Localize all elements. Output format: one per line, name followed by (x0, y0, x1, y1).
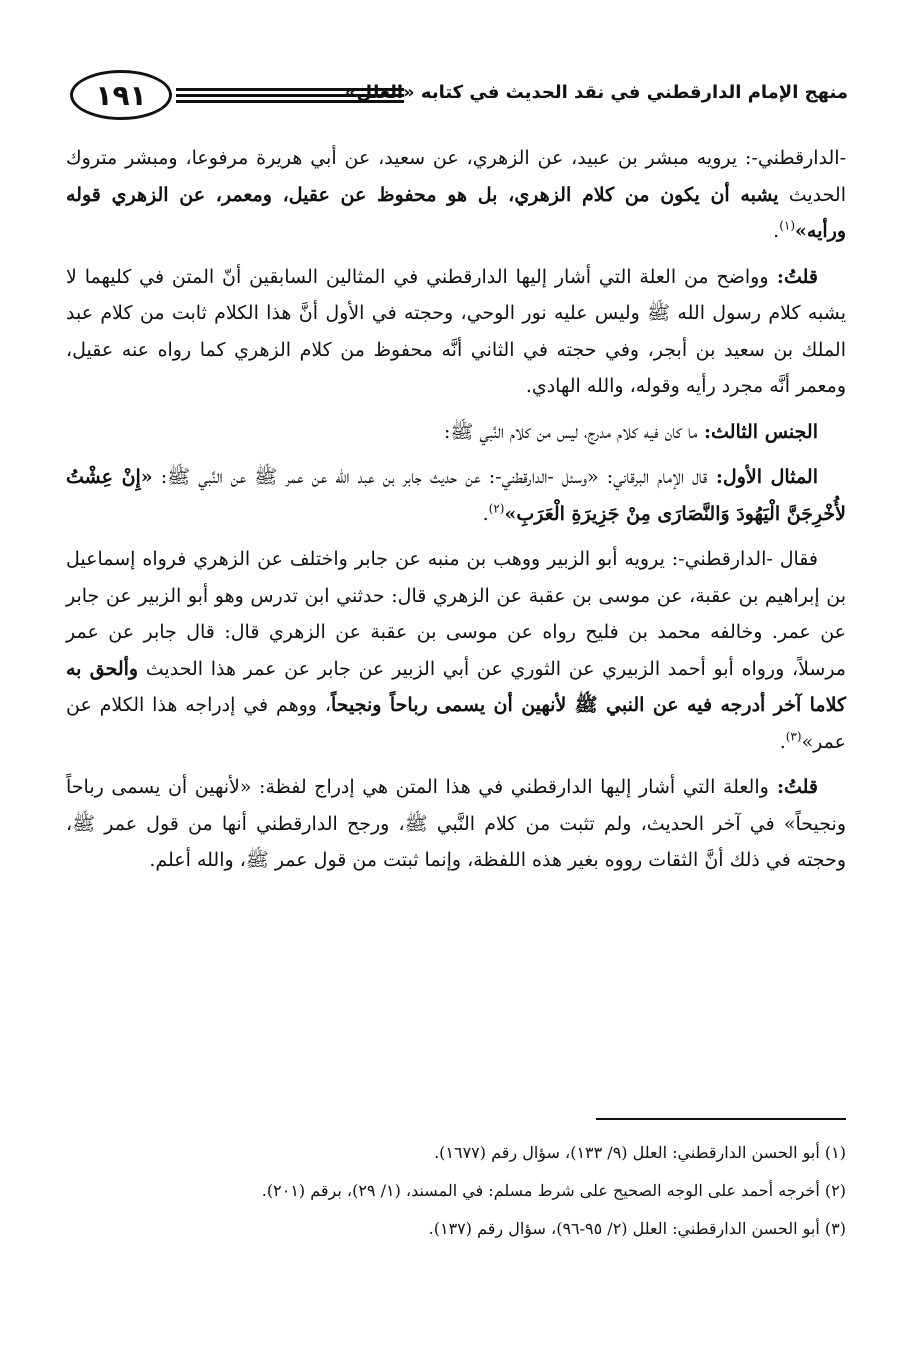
lead-word: قلتُ: (768, 265, 818, 288)
hadith-quote: «إِنْ عِشْتُ لأُخْرِجَنَّ الْيَهُودَ وَالنَّصَارَى مِنْ جَزِيرَةِ الْعَرَبِ» (66, 466, 846, 525)
footnote-ref-3: (٣) (785, 729, 802, 744)
text-run: . (773, 220, 780, 242)
paragraph-4 (66, 459, 846, 532)
text-run: ما كان فيه كلام مدرج، ليس من كلام النَّبي ﷺ: (443, 420, 698, 443)
text-run: قال الإمام البرقاني: «وسئل -الدارقطني-: عن حديث جابر بن عبد الله عن عمر ﷺ عن النَّبي ﷺ: (152, 466, 708, 488)
text-run: -الدارقطني-: يرويه مبشر بن عبيد، عن الزهري، عن سعيد، عن أبي هريرة مرفوعا، ومبشر متروك الحديث (66, 147, 846, 206)
footnote-ref-1: (١) (779, 218, 796, 233)
bold-quote: يشبه أن يكون من كلام الزهري، بل هو محفوظ عن عقيل، ومعمر، عن الزهري قوله ورأيه» (66, 183, 846, 242)
text-run: . (482, 502, 489, 525)
paragraph-6 (66, 769, 846, 879)
text-run: وواضح من العلة التي أشار إليها الدارقطني في المثالين السابقين أنّ المتن في كليهما لا يشبه كلام رسول الله ﷺ وليس عليه نور الوحي، وحجته في الأول أنَّ هذا الكلام ثابت من كلام عبد الملك بن سعيد بن أبجر، وفي حجته في الثاني أنَّه محفوظ من كلام الزهري كما رواه عنه عقيل، ومعمر أنَّه مجرد رأيه وقوله، والله الهادي. (66, 265, 846, 397)
page-number: ١٩١ (70, 70, 172, 120)
page-header (62, 62, 848, 132)
example-heading: المثال الأول: (707, 466, 818, 488)
text-run: ، ووهم في إدراجه هذا الكلام عن عمر» (66, 694, 846, 753)
running-title: منهج الإمام الدارقطني في نقد الحديث في كتابه «العلل» (344, 82, 848, 103)
bold-quote: وألحق به كلاما آخر أدرجه فيه عن النبي ﷺ لأنهين أن يسمى رباحاً ونجيحاً (66, 657, 846, 716)
footnote-3: (٣) أبو الحسن الدارقطني: العلل (٢/ ٩٥-٩٦)، سؤال رقم (١٣٧). (428, 1219, 846, 1238)
text-run: فقال -الدارقطني-: يرويه أبو الزبير ووهب بن منبه عن جابر واختلف عن الزهري فرواه إسماعيل بن إبراهيم بن عقبة، عن موسى بن عقبة عن الزهري قال: حدثني ابن تدرس وهو أبو الزبير عن جابر عن عمر. وخالفه محمد بن فليح رواه عن موسى بن عقبة عن الزهري قال: قال جابر عن عمر مرسلاً، ورواه أبو أحمد الزبيري عن الثوري عن أبي الزبير عن جابر عن عمر هذا الحديث (66, 548, 846, 680)
footnote-1: (١) أبو الحسن الدارقطني: العلل (٩/ ١٣٣)، سؤال رقم (١٦٧٧). (434, 1143, 846, 1162)
paragraph-3 (66, 414, 846, 451)
text-run: والعلة التي أشار إليها الدارقطني في هذا المتن هي إدراج لفظة: «لأنهين أن يسمى رباحاً ونجيحاً» في آخر الحديث، ولم تثبت من كلام النَّبي ﷺ، ورجح الدارقطني أنها من قول عمر ﷺ، وحجته في ذلك أنَّ الثقات رووه بغير هذه اللفظة، وإنما ثبتت من قول عمر ﷺ، والله أعلم. (66, 776, 846, 871)
footnote-ref-2: (٢) (488, 501, 505, 516)
lead-word: قلتُ: (768, 776, 818, 798)
paragraph-2 (66, 259, 846, 405)
paragraph-5 (66, 541, 846, 760)
body-text (66, 140, 846, 888)
footnote-divider (596, 1118, 846, 1120)
paragraph-1 (66, 140, 846, 250)
footnote-2: (٢) أخرجه أحمد على الوجه الصحيح على شرط مسلم: في المسند، (١/ ٢٩)، برقم (٢٠١). (261, 1181, 846, 1200)
footnotes (66, 1134, 846, 1248)
text-run: . (779, 730, 786, 753)
section-heading: الجنس الثالث: (697, 420, 818, 443)
